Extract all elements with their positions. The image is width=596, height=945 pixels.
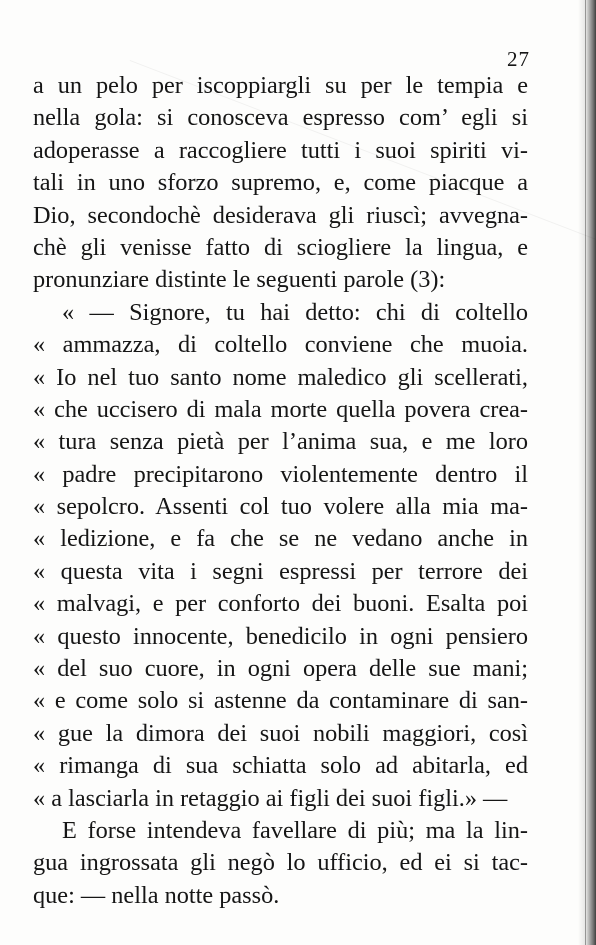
- text-line: Dio, secondochè desiderava gli riuscì; avvegna-: [33, 201, 528, 229]
- page-edge-line: [585, 0, 586, 945]
- body-text: [33, 70, 528, 912]
- text-line: gua ingrossata gli negò lo ufficio, ed ei si tac-: [33, 849, 528, 877]
- text-line: adoperasse a raccogliere tutti i suoi spiriti vi-: [33, 136, 528, 164]
- quote-line: « rimanga di sua schiatta solo ad abitarla, ed: [33, 752, 528, 780]
- text-line: tali in uno sforzo supremo, e, come piacque a: [33, 169, 528, 197]
- page-number: 27: [507, 47, 530, 71]
- quote-line: « ledizione, e fa che se ne vedano anche in: [33, 525, 528, 553]
- text-line: pronunziare distinte le seguenti parole (3):: [33, 266, 446, 294]
- quote-line: « gue la dimora dei suoi nobili maggiori, così: [33, 719, 528, 747]
- quote-line: « — Signore, tu hai detto: chi di coltello: [62, 298, 528, 326]
- quote-line: « sepolcro. Assenti col tuo volere alla mia ma-: [33, 493, 528, 521]
- quote-line: « ammazza, di coltello conviene che muoia.: [33, 331, 528, 359]
- quote-line: « a lasciarla in retaggio ai figli dei suoi figli.» —: [33, 784, 508, 812]
- quote-line: « Io nel tuo santo nome maledico gli scellerati,: [33, 363, 528, 391]
- text-line: que: — nella notte passò.: [33, 881, 280, 909]
- quote-line: « che uccisero di mala morte quella povera crea-: [33, 395, 528, 423]
- text-line: a un pelo per iscoppiargli su per le tempia e: [33, 72, 528, 99]
- text-line: E forse intendeva favellare di più; ma la lin-: [62, 816, 528, 844]
- page-edge-shadow: [578, 0, 596, 945]
- quote-line: « padre precipitarono violentemente dentro il: [33, 460, 528, 488]
- quote-line: « tura senza pietà per l’anima sua, e me loro: [33, 428, 528, 456]
- quote-line: « questa vita i segni espressi per terrore dei: [33, 557, 528, 585]
- quote-line: « del suo cuore, in ogni opera delle sue mani;: [33, 655, 528, 683]
- quote-line: « malvagi, e per conforto dei buoni. Esalta poi: [33, 590, 528, 618]
- quote-line: « e come solo si astenne da contaminare di san-: [33, 687, 528, 715]
- text-line: chè gli venisse fatto di sciogliere la lingua, e: [33, 233, 528, 261]
- quote-line: « questo innocente, benedicilo in ogni pensiero: [33, 622, 528, 650]
- text-line: nella gola: si conosceva espresso com’ egli si: [33, 104, 528, 132]
